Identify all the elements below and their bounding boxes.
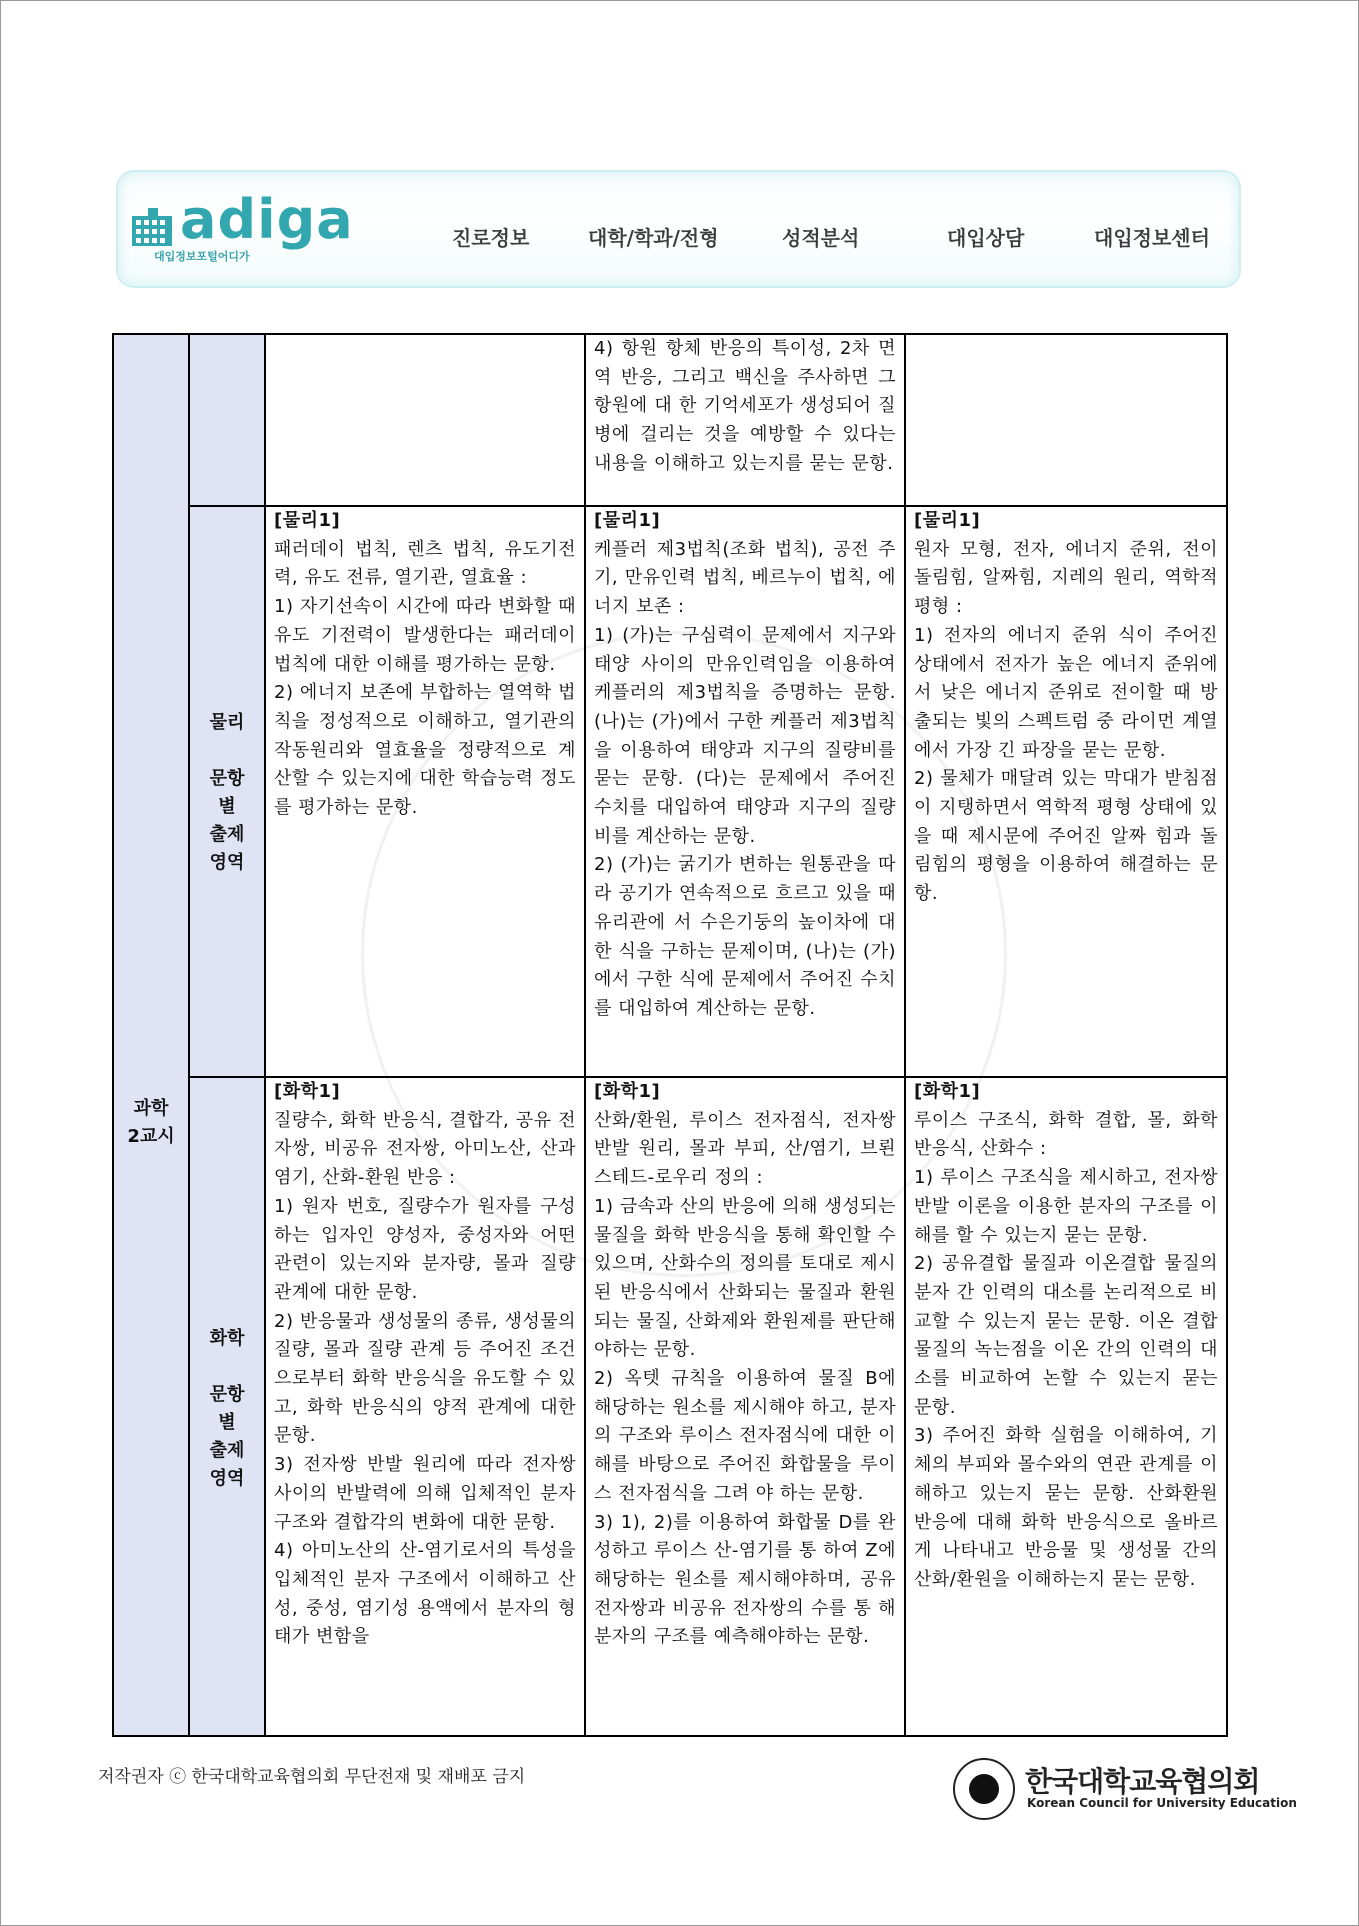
cell-text: 2) 물체가 매달려 있는 막대가 받침점이 지탱하면서 역학적 평형 상태에 있을 때 제시문에 주어진 알짜 힘과 돌림힘의 평형을 이용하여 해결하는 문항. — [914, 768, 1218, 905]
physics-col4 — [914, 507, 1218, 909]
chemistry-col4 — [914, 1078, 1218, 1595]
kcue-logo — [953, 1758, 1297, 1828]
cell-text: 3) 1), 2)를 이용하여 화합물 D를 완성하고 루이스 산-염기를 통 하여 Z에 해당하는 원소를 제시해야하며, 공유 전자쌍과 비공유 전자쌍의 수를 통 해 분자의 구조를 예측해야하는 문항. — [594, 1511, 896, 1648]
cell-text: 2) 옥텟 규칙을 이용하여 물질 B에 해당하는 원소를 제시해야 하고, 분자의 구조와 루이스 전자점식에 대한 이해를 바탕으로 주어진 화합물을 루이스 전자점식을 그려 야 하는 문항. — [594, 1368, 896, 1504]
logo-subtitle: 대입정보포털어디가 — [154, 250, 250, 263]
cell-heading: [화학1] — [594, 1081, 661, 1102]
grid-line — [584, 335, 586, 1735]
group-label: 과학 2교시 — [127, 1098, 175, 1147]
cell-text: 1) 루이스 구조식을 제시하고, 전자쌍 반발 이론을 이용한 분자의 구조를 이해를 할 수 있는지 묻는 문항. — [914, 1167, 1218, 1246]
cell-text: 3) 주어진 화학 실험을 이해하여, 기체의 부피와 몰수와의 연관 관계를 이해하고 있는지 묻는 문항. 산화환원 반응에 대해 화학 반응식으로 올바르게 나타내고 반응물 및 생성물 간의 산화/환원을 이해하는지 묻는 문항. — [914, 1425, 1218, 1590]
grid-line — [904, 335, 906, 1735]
physics-col3 — [594, 507, 896, 1024]
cell-text: 1) 금속과 산의 반응에 의해 생성되는 물질을 화학 반응식을 통해 확인할 수 있으며, 산화수의 정의를 토대로 제시된 반응식에서 산화되는 물질과 환원되는 물질, 산화제와 환원제를 판단해야하는 문항. — [594, 1195, 896, 1361]
nav-admission-info-center[interactable]: 대입정보센터 — [1094, 226, 1210, 250]
cell-text: 4) 항원 항체 반응의 특이성, 2차 면역 반응, 그리고 백신을 주사하면 그 항원에 대 한 기억세포가 생성되어 질병에 걸리는 것을 예방할 수 있다는 내용을 이해하고 있는지를 묻는 문항. — [594, 338, 896, 474]
cell-text: 패러데이 법칙, 렌츠 법칙, 유도기전력, 유도 전류, 열기관, 열효율 : — [274, 538, 576, 589]
exam-area-table — [112, 333, 1228, 1737]
group-label-column — [114, 335, 188, 1735]
cell-text: 질량수, 화학 반응식, 결합각, 공유 전자쌍, 비공유 전자쌍, 아미노산, 산과 염기, 산화-환원 반응 : — [274, 1109, 576, 1189]
grid-line — [188, 335, 190, 1735]
cell-heading: [화학1] — [914, 1081, 981, 1102]
cell-text: 3) 전자쌍 반발 원리에 따라 전자쌍 사이의 반발력에 의해 입체적인 분자 구조와 결합각의 변화에 대한 문항. — [274, 1454, 576, 1533]
physics-col2 — [274, 507, 576, 823]
nav-university-major-admission[interactable]: 대학/학과/전형 — [588, 226, 719, 250]
cell-text: 원자 모형, 전자, 에너지 준위, 전이 돌림힘, 알짜힘, 지레의 원리, 역학적 평형 : — [914, 538, 1218, 618]
cell-heading: [화학1] — [274, 1081, 341, 1102]
org-name-english: Korean Council for University Education — [1027, 1796, 1297, 1810]
cell-text: 2) 에너지 보존에 부합하는 열역학 법칙을 정성적으로 이해하고, 열기관의 작동원리와 열효율을 정량적으로 계산할 수 있는지에 대한 학습능력 정도를 평가하는 문항. — [274, 682, 576, 819]
chemistry-col3 — [594, 1078, 896, 1652]
top-row-col3 — [594, 335, 896, 479]
subject-label-column — [190, 335, 264, 1735]
cell-heading: [물리1] — [274, 510, 341, 531]
cell-text: 산화/환원, 루이스 전자점식, 전자쌍 반발 원리, 몰과 부피, 산/염기, 브뢴스테드-로우리 정의 : — [594, 1109, 896, 1189]
copyright-notice: 저작권자 ⓒ 한국대학교육협의회 무단전재 및 재배포 금지 — [98, 1767, 526, 1787]
cell-text: 1) 전자의 에너지 준위 식이 주어진 상태에서 전자가 높은 에너지 준위에서 낮은 에너지 준위로 전이할 때 방출되는 빛의 스펙트럼 중 라이먼 계열에서 가장 긴 파장을 묻는 문항. — [914, 624, 1218, 761]
cell-text: 루이스 구조식, 화학 결합, 몰, 화학 반응식, 산화수 : — [914, 1109, 1218, 1160]
kcue-seal-icon — [953, 1758, 1015, 1820]
cell-text: 케플러 제3법칙(조화 법칙), 공전 주기, 만유인력 법칙, 베르누이 법칙, 에너지 보존 : — [594, 538, 896, 618]
cell-heading: [물리1] — [594, 510, 661, 531]
physics-label: 물리 문항 별 출제 영역 — [209, 712, 245, 873]
logo-wordmark: adiga — [180, 188, 354, 251]
cell-text: 1) 원자 번호, 질량수가 원자를 구성하는 입자인 양성자, 중성자와 어떤 관련이 있는지와 분자량, 몰과 질량 관계에 대한 문항. — [274, 1195, 576, 1303]
nav-admission-counseling[interactable]: 대입상담 — [947, 226, 1025, 250]
cell-heading: [물리1] — [914, 510, 981, 531]
nav-career-info[interactable]: 진로정보 — [452, 226, 530, 250]
grid-line — [264, 335, 266, 1735]
cell-text: 1) (가)는 구심력이 문제에서 지구와 태양 사이의 만유인력임을 이용하여 케플러의 제3법칙을 증명하는 문항.(나)는 (가)에서 구한 케플러 제3법칙을 이용하여 태양과 지구의 질량비를 묻는 문항. (다)는 문제에서 주어진 수치를 대입하여 태양과 지구의 질량비를 계산하는 문항. — [594, 624, 896, 847]
chemistry-label: 화학 문항 별 출제 영역 — [209, 1328, 245, 1489]
cell-text: 2) 반응물과 생성물의 종류, 생성물의 질량, 몰과 질량 관계 등 주어진 조건으로부터 화학 반응식을 유도할 수 있고, 화학 반응식의 양적 관계에 대한 문항. — [274, 1310, 576, 1447]
cell-text: 2) 공유결합 물질과 이온결합 물질의 분자 간 인력의 대소를 논리적으로 비교할 수 있는지 묻는 문항. 이온 결합 물질의 녹는점을 이온 간의 인력의 대소를 비교하여 논할 수 있는지 묻는 문항. — [914, 1253, 1218, 1418]
main-nav — [118, 222, 1239, 252]
cell-text: 2) (가)는 굵기가 변하는 원통관을 따라 공기가 연속적으로 흐르고 있을 때 유리관에 서 수은기둥의 높이차에 대한 식을 구하는 문제이며, (나)는 (가)에서 구한 식에 문제에서 주어진 수치를 대입하여 계산하는 문항. — [594, 854, 896, 1019]
site-header-banner — [118, 172, 1239, 286]
nav-score-analysis[interactable]: 성적분석 — [782, 226, 860, 250]
cell-text: 4) 아미노산의 산-염기로서의 특성을 입체적인 분자 구조에서 이해하고 산성, 중성, 염기성 용액에서 분자의 형태가 변함을 — [274, 1540, 576, 1648]
cell-text: 1) 자기선속이 시간에 따라 변화할 때 유도 기전력이 발생한다는 패러데이 법칙에 대한 이해를 평가하는 문항. — [274, 596, 576, 675]
chemistry-col2 — [274, 1078, 576, 1652]
org-name-korean: 한국대학교육협의회 — [1025, 1765, 1260, 1798]
